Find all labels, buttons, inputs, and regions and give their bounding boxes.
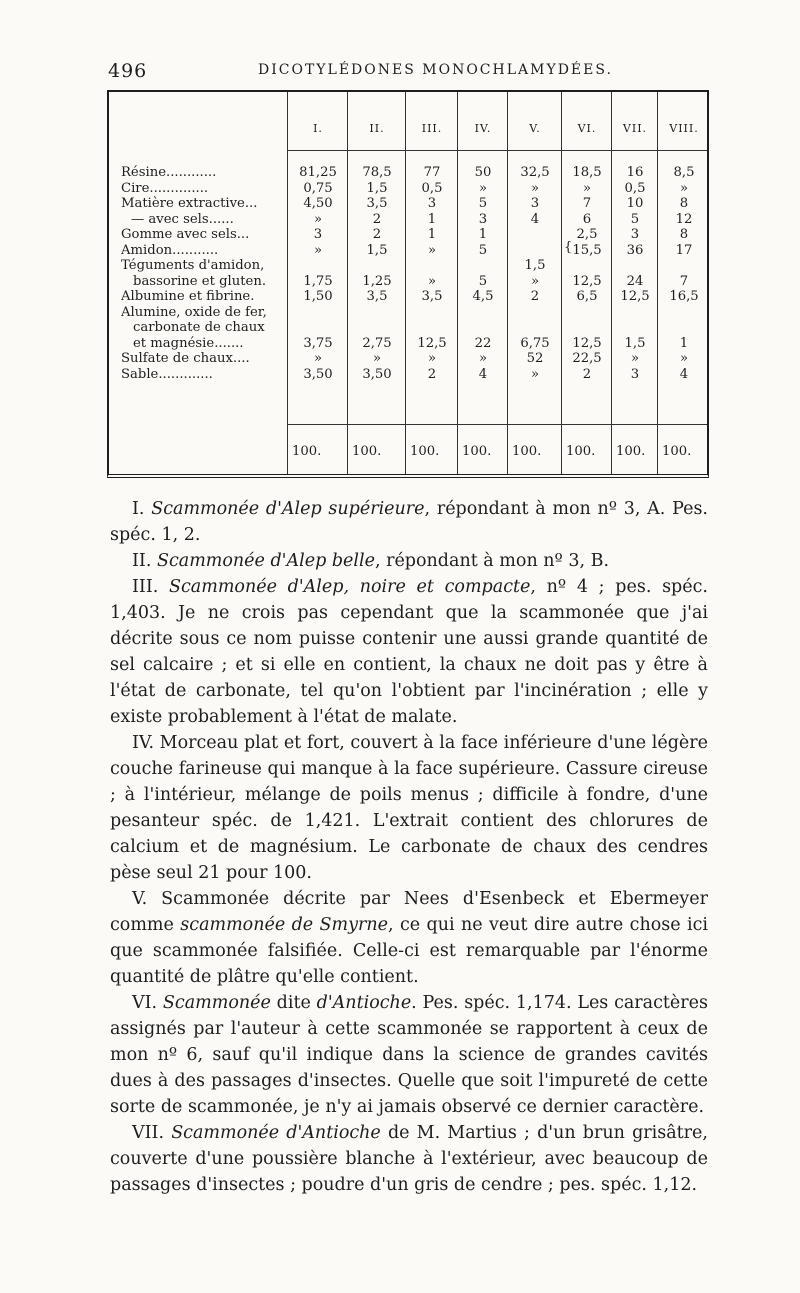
table-cell: 8 xyxy=(679,227,689,242)
column-values xyxy=(508,165,562,382)
table-cell xyxy=(458,320,508,336)
table-cell xyxy=(508,227,562,243)
row-label: Alumine, oxide de fer, xyxy=(121,304,267,320)
table-cell: 7 xyxy=(679,273,689,289)
table-cell: » xyxy=(427,351,437,366)
paragraph-2: II. Scammonée d'Alep belle, répondant à mon nº 3, B. xyxy=(132,551,610,571)
column-total: 100. xyxy=(566,444,596,459)
table-cell: 3 xyxy=(478,211,488,227)
paragraph-5: V. Scammonée décrite par Nees d'Esenbeck et Ebermeyer comme scammonée de Smyrne, ce qui ne veut dire autre chose ici que scammonée falsifiée. Celle-ci est remarquable par l'énorme quantité de plâtre qu'elle contient. xyxy=(110,889,708,987)
table-cell: 2 xyxy=(427,366,437,382)
table-cell: » xyxy=(313,211,323,227)
table-cell xyxy=(562,258,612,274)
row-label: bassorine et gluten. xyxy=(133,273,267,289)
table-cell: » xyxy=(679,351,689,366)
table-cell: 1 xyxy=(679,335,689,351)
table-cell: 17 xyxy=(675,242,693,258)
column-header: III. xyxy=(421,122,443,135)
table-cell: 1,5 xyxy=(366,180,388,196)
table-cell: 3 xyxy=(427,196,437,211)
paragraph-3: III. Scammonée d'Alep, noire et compacte, nº 4 ; pes. spéc. 1,403. Je ne crois pas cependant que la scammonée que j'ai décrite sous ce nom puisse contenir une aussi grande quantité de sel calcaire ; et si elle en contient, la chaux ne doit pas y être à l'état de carbonate, tel qu'on l'obtient par l'incinération ; elle y existe probablement à l'état de malate. xyxy=(110,577,708,727)
table-cell: 5 xyxy=(478,273,488,289)
column-values xyxy=(288,165,348,382)
table-cell: » xyxy=(530,366,540,382)
table-cell xyxy=(612,305,658,321)
table-cell: 6,5 xyxy=(576,289,598,304)
table-column xyxy=(347,92,406,474)
table-cell xyxy=(458,305,508,321)
paragraph-6: VI. Scammonée dite d'Antioche. Pes. spéc. 1,174. Les caractères assignés par l'auteur à cette scammonée se rapportent à ceux de mon nº 6, sauf qu'il indique dans la science de grandes cavités dues à des passages d'insectes. Quelle que soit l'impureté de cette sorte de scammonée, je n'y ai jamais observé ce dernier caractère. xyxy=(110,993,708,1117)
table-cell: 3 xyxy=(530,196,540,211)
running-title: DICOTYLÉDONES MONOCHLAMYDÉES. xyxy=(258,62,613,78)
column-total: 100. xyxy=(662,444,692,459)
table-cell xyxy=(658,320,710,336)
table-cell: 1 xyxy=(427,227,437,242)
table-cell: 2 xyxy=(372,227,382,242)
composition-table xyxy=(107,90,709,478)
table-cell: 32,5 xyxy=(520,165,550,180)
column-header: VII. xyxy=(622,122,648,135)
table-cell: » xyxy=(313,242,323,258)
table-cell: » xyxy=(582,180,592,196)
column-total: 100. xyxy=(410,444,440,459)
row-label: Sulfate de chaux.... xyxy=(121,351,250,366)
table-cell: 1 xyxy=(427,211,437,227)
table-cell: 3,50 xyxy=(362,366,392,382)
row-label: — avec sels...... xyxy=(131,211,234,227)
table-cell: 0,5 xyxy=(624,180,646,196)
row-label: Cire.............. xyxy=(121,180,209,196)
table-cell: 12,5 xyxy=(417,335,447,351)
column-values xyxy=(658,165,710,382)
table-column xyxy=(405,92,458,474)
table-cell xyxy=(458,258,508,274)
table-cell: 2 xyxy=(372,211,382,227)
table-cell: 15,5 xyxy=(572,242,602,258)
table-cell: 12,5 xyxy=(572,273,602,289)
column-total: 100. xyxy=(616,444,646,459)
column-total: 100. xyxy=(352,444,382,459)
table-column xyxy=(611,92,658,474)
table-cell: 10 xyxy=(626,196,644,211)
table-cell: 8,5 xyxy=(673,165,695,180)
table-cell: 7 xyxy=(582,196,592,211)
row-label: Résine............ xyxy=(121,165,217,180)
table-cell xyxy=(348,320,406,336)
table-cell: » xyxy=(478,180,488,196)
row-label: Gomme avec sels... xyxy=(121,227,250,242)
column-total: 100. xyxy=(512,444,542,459)
table-cell xyxy=(508,305,562,321)
table-cell: 0,5 xyxy=(421,180,443,196)
table-cell: 3,5 xyxy=(366,289,388,304)
table-cell: 6,75 xyxy=(520,335,550,351)
table-column xyxy=(287,92,348,474)
row-label: Albumine et fibrine. xyxy=(121,289,255,304)
table-cell: 4 xyxy=(530,211,540,227)
table-cell: 81,25 xyxy=(299,165,337,180)
table-cell: 2,5 xyxy=(576,227,598,242)
table-cell: 12 xyxy=(675,211,693,227)
table-cell: 1 xyxy=(478,227,488,242)
table-cell: » xyxy=(427,273,437,289)
paragraph-1: I. Scammonée d'Alep supérieure, répondant à mon nº 3, A. Pes. spéc. 1, 2. xyxy=(110,499,708,545)
row-label: Sable............. xyxy=(121,366,213,382)
table-cell: 2 xyxy=(530,289,540,304)
table-cell: 4,50 xyxy=(303,196,333,211)
column-total: 100. xyxy=(292,444,322,459)
table-cell xyxy=(406,258,458,274)
column-header: I. xyxy=(313,122,323,135)
row-label: Téguments d'amidon, xyxy=(121,258,265,273)
table-column xyxy=(457,92,508,474)
table-column xyxy=(561,92,612,474)
table-cell: 4 xyxy=(478,366,488,382)
table-cell: 3,5 xyxy=(421,289,443,304)
table-cell: 2,75 xyxy=(362,335,392,351)
table-column xyxy=(657,92,710,474)
table-cell: 5 xyxy=(478,242,488,258)
table-cell: 50 xyxy=(474,165,492,180)
table-column xyxy=(507,92,562,474)
paragraph-7: VII. Scammonée d'Antioche de M. Martius ; d'un brun grisâtre, couverte d'une poussière blanche à l'extérieur, avec beaucoup de passages d'insectes ; poudre d'un gris de cendre ; pes. spéc. 1,12. xyxy=(110,1123,708,1195)
table-cell: 6 xyxy=(582,211,592,227)
table-cell: » xyxy=(427,242,437,258)
table-cell: 5 xyxy=(630,211,640,227)
table-cell: 1,5 xyxy=(624,335,646,351)
table-cell: 77 xyxy=(423,165,441,180)
table-cell: 36 xyxy=(626,242,644,258)
brace-mark: { xyxy=(564,240,573,255)
table-cell: » xyxy=(679,180,689,196)
column-values xyxy=(348,165,406,382)
table-cell: 1,5 xyxy=(366,242,388,258)
row-label: et magnésie....... xyxy=(133,335,244,351)
table-cell: 16,5 xyxy=(669,289,699,304)
row-label: Amidon........... xyxy=(121,242,219,258)
table-cell: 3,75 xyxy=(303,335,333,351)
body-text xyxy=(110,496,708,1198)
table-cell: 12,5 xyxy=(620,289,650,304)
column-header: II. xyxy=(369,122,385,135)
table-cell xyxy=(288,305,348,321)
column-values xyxy=(406,165,458,382)
table-cell: » xyxy=(313,351,323,366)
table-cell xyxy=(406,305,458,321)
table-cell: 2 xyxy=(582,366,592,382)
table-cell: 3 xyxy=(313,227,323,242)
table-cell: 1,50 xyxy=(303,289,333,304)
table-cell: » xyxy=(530,180,540,196)
column-values xyxy=(458,165,508,382)
table-cell xyxy=(562,305,612,321)
table-cell: 4,5 xyxy=(472,289,494,304)
table-cell xyxy=(288,258,348,274)
table-cell: » xyxy=(530,273,540,289)
table-cell xyxy=(508,243,562,259)
column-header: IV. xyxy=(474,122,492,135)
row-label: Matière extractive... xyxy=(121,196,258,211)
table-cell xyxy=(288,320,348,336)
table-cell: 78,5 xyxy=(362,165,392,180)
table-cell: 3 xyxy=(630,366,640,382)
table-cell: » xyxy=(630,351,640,366)
table-cell xyxy=(658,258,710,274)
table-cell xyxy=(562,320,612,336)
table-cell xyxy=(612,320,658,336)
column-header: VI. xyxy=(577,122,597,135)
table-cell xyxy=(348,305,406,321)
table-cell: 0,75 xyxy=(303,180,333,196)
paragraph-4: IV. Morceau plat et fort, couvert à la face inférieure d'une légère couche farineuse qui manque à la face supérieure. Cassure cireuse ; à l'intérieur, mélange de poils menus ; difficile à fondre, d'une pesanteur spéc. de 1,421. L'extrait contient des chlorures de calcium et de magnésium. Le carbonate de chaux des cendres pèse seul 21 pour 100. xyxy=(110,733,708,883)
table-cell: 4 xyxy=(679,366,689,382)
table-cell xyxy=(348,258,406,274)
column-values xyxy=(562,165,612,382)
table-cell xyxy=(612,258,658,274)
table-cell xyxy=(658,305,710,321)
page-header xyxy=(108,60,708,90)
column-header: V. xyxy=(529,122,541,135)
column-header: VIII. xyxy=(669,122,699,135)
table-cell: 8 xyxy=(679,196,689,211)
table-cell: 22 xyxy=(474,335,492,351)
table-cell: 18,5 xyxy=(572,165,602,180)
table-cell: 3,50 xyxy=(303,366,333,382)
row-label: carbonate de chaux xyxy=(133,320,265,335)
table-cell: 16 xyxy=(626,165,644,180)
column-values xyxy=(612,165,658,382)
table-cell xyxy=(406,320,458,336)
table-cell: 3,5 xyxy=(366,196,388,211)
table-cell: 24 xyxy=(626,273,644,289)
table-cell: 52 xyxy=(526,351,544,366)
table-cell: 12,5 xyxy=(572,335,602,351)
page-number: 496 xyxy=(108,60,148,82)
table-cell: 1,75 xyxy=(303,273,333,289)
table-cell: 3 xyxy=(630,227,640,242)
row-labels xyxy=(121,165,291,382)
table-cell: 5 xyxy=(478,196,488,211)
table-cell: 1,5 xyxy=(524,258,546,273)
table-cell: 1,25 xyxy=(362,273,392,289)
table-cell: » xyxy=(478,351,488,366)
table-cell xyxy=(508,320,562,336)
table-cell: 22,5 xyxy=(572,351,602,366)
column-total: 100. xyxy=(462,444,492,459)
table-cell: » xyxy=(372,351,382,366)
